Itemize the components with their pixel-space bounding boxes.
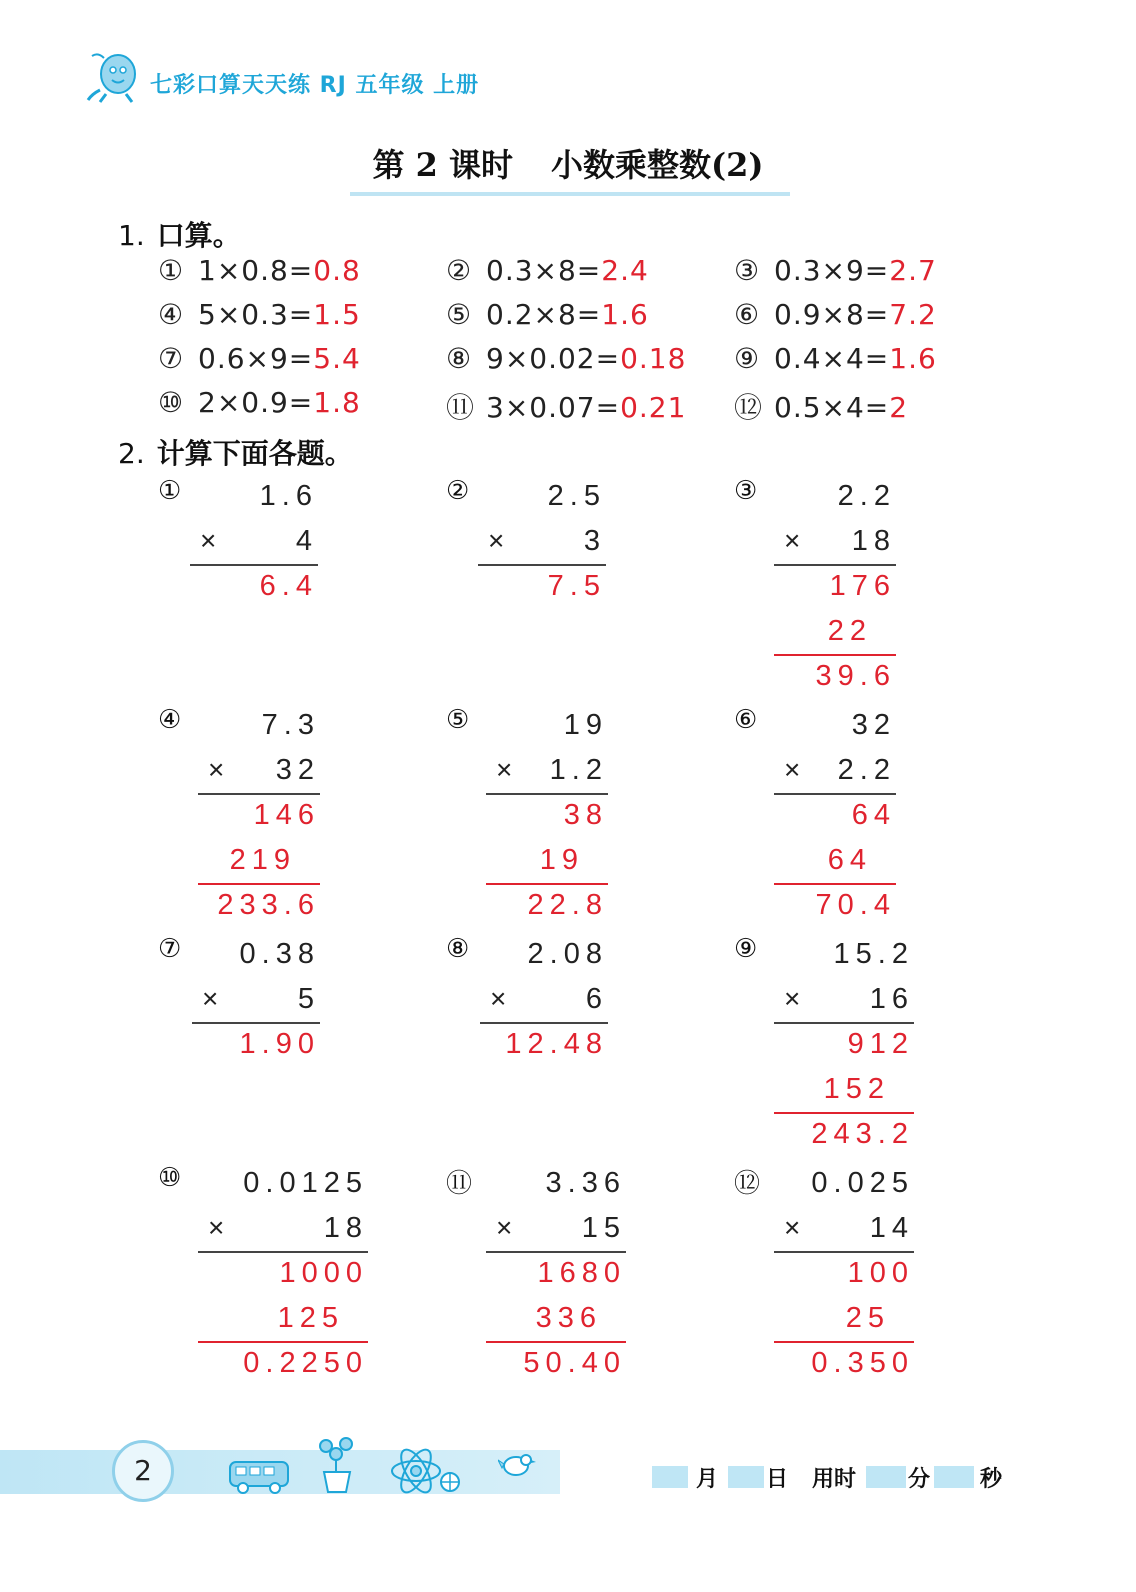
- oral-index: ⑪: [446, 391, 476, 424]
- calc-line: [774, 654, 896, 656]
- oral-item: [158, 298, 361, 331]
- oral-answer: 2: [889, 391, 909, 424]
- multiplier: 18: [323, 1212, 368, 1244]
- multiplier: 2.2: [837, 754, 896, 786]
- times-sign: ×: [490, 983, 507, 1014]
- oral-item: [734, 342, 937, 375]
- oral-index: ④: [158, 298, 185, 331]
- multiplier: 4: [295, 525, 318, 557]
- lesson-topic: 小数乘整数(2): [551, 146, 764, 184]
- oral-answer: 0.21: [620, 391, 687, 424]
- product: 0.2250: [243, 1347, 368, 1379]
- product: 233.6: [217, 889, 320, 921]
- partial-product: 152: [823, 1073, 890, 1105]
- multiplicand: 2.08: [527, 938, 608, 970]
- oral-answer: 7.2: [889, 298, 937, 331]
- atom-icon: [386, 1444, 466, 1502]
- month-box[interactable]: [652, 1466, 688, 1488]
- oral-index: ①: [158, 254, 185, 287]
- section-1-number: 1.: [118, 219, 145, 252]
- calc-line: [774, 1112, 914, 1114]
- oral-index: ⑫: [734, 391, 764, 424]
- calc-index: ⑩: [158, 1163, 182, 1193]
- times-sign: ×: [200, 525, 217, 556]
- oral-item: [734, 386, 908, 426]
- oral-index: ⑦: [158, 342, 185, 375]
- vertical-calc: [774, 1165, 914, 1394]
- oral-index: ③: [734, 254, 761, 287]
- oral-expression: 0.3×9=: [774, 254, 890, 287]
- calc-index: ④: [158, 705, 182, 735]
- oral-expression: 2×0.9=: [198, 386, 314, 419]
- oral-item: [446, 342, 686, 375]
- partial-product: 336: [535, 1302, 602, 1334]
- title-underline: [350, 192, 790, 196]
- calc-line: [198, 1341, 368, 1343]
- product: 1.90: [239, 1028, 320, 1060]
- product: 22.8: [527, 889, 608, 921]
- multiplicand: 1.6: [259, 480, 318, 512]
- calc-index: ⑧: [446, 934, 470, 964]
- mascot-logo-icon: [86, 50, 142, 104]
- oral-expression: 1×0.8=: [198, 254, 314, 287]
- month-label: 月: [696, 1467, 719, 1492]
- oral-item: [158, 386, 361, 419]
- vertical-calc: [478, 478, 606, 617]
- calc-line: [198, 883, 320, 885]
- vertical-calc: [190, 478, 318, 617]
- section-1-heading: [118, 214, 241, 254]
- calc-index: ②: [446, 476, 470, 506]
- minute-label: 分: [908, 1467, 931, 1492]
- second-label: 秒: [980, 1467, 1003, 1492]
- product: 6.4: [259, 570, 318, 602]
- calc-line: [774, 564, 896, 566]
- oral-answer: 1.6: [889, 342, 937, 375]
- calc-index: ⑦: [158, 934, 182, 964]
- multiplicand: 19: [563, 709, 608, 741]
- bus-icon: [228, 1456, 292, 1500]
- multiplier: 15: [581, 1212, 626, 1244]
- oral-index: ⑤: [446, 298, 473, 331]
- time-used-label: 用时: [812, 1467, 857, 1492]
- book-title: 七彩口算天天练 RJ 五年级 上册: [150, 73, 480, 98]
- calc-line: [486, 1251, 626, 1253]
- calc-index: ⑤: [446, 705, 470, 735]
- product: 70.4: [815, 889, 896, 921]
- oral-index: ⑨: [734, 342, 761, 375]
- oral-item: [446, 254, 649, 287]
- vertical-calc: [774, 707, 896, 936]
- section-2-heading: [118, 432, 353, 472]
- calc-line: [198, 793, 320, 795]
- multiplier: 14: [869, 1212, 914, 1244]
- oral-item: [446, 386, 686, 426]
- times-sign: ×: [208, 754, 225, 785]
- vertical-calc: [480, 936, 608, 1075]
- partial-product: 64: [827, 844, 872, 876]
- oral-expression: 3×0.07=: [486, 391, 621, 424]
- times-sign: ×: [784, 754, 801, 785]
- vertical-calc: [486, 1165, 626, 1394]
- calc-line: [480, 1022, 608, 1024]
- calc-index: ①: [158, 476, 182, 506]
- oral-answer: 2.4: [601, 254, 649, 287]
- calc-line: [478, 564, 606, 566]
- vertical-calc: [486, 707, 608, 936]
- calc-line: [198, 1251, 368, 1253]
- calc-line: [486, 1341, 626, 1343]
- times-sign: ×: [784, 1212, 801, 1243]
- calc-line: [774, 793, 896, 795]
- partial-product: 912: [847, 1028, 914, 1060]
- calc-line: [774, 1251, 914, 1253]
- oral-item: [734, 298, 937, 331]
- product: 243.2: [811, 1118, 914, 1150]
- partial-product: 1000: [279, 1257, 368, 1289]
- oral-answer: 0.18: [620, 342, 687, 375]
- calc-line: [486, 793, 608, 795]
- partial-product: 38: [563, 799, 608, 831]
- vertical-calc: [774, 936, 914, 1165]
- multiplicand: 0.0125: [243, 1167, 368, 1199]
- partial-product: 146: [253, 799, 320, 831]
- section-2-number: 2.: [118, 437, 145, 470]
- partial-product: 22: [827, 615, 872, 647]
- oral-item: [158, 254, 361, 287]
- partial-product: 125: [277, 1302, 344, 1334]
- oral-item: [734, 254, 937, 287]
- section-2-label: 计算下面各题。: [156, 437, 353, 470]
- oral-index: ②: [446, 254, 473, 287]
- multiplier: 18: [851, 525, 896, 557]
- oral-expression: 0.3×8=: [486, 254, 602, 287]
- multiplicand: 3.36: [545, 1167, 626, 1199]
- partial-product: 176: [829, 570, 896, 602]
- calc-line: [774, 1341, 914, 1343]
- times-sign: ×: [202, 983, 219, 1014]
- multiplicand: 0.38: [239, 938, 320, 970]
- partial-product: 25: [845, 1302, 890, 1334]
- partial-product: 100: [847, 1257, 914, 1289]
- calc-line: [190, 564, 318, 566]
- page-number: 2: [112, 1440, 174, 1502]
- product: 39.6: [815, 660, 896, 692]
- vertical-calc: [198, 707, 320, 936]
- oral-answer: 0.8: [313, 254, 361, 287]
- oral-expression: 5×0.3=: [198, 298, 314, 331]
- oral-expression: 0.9×8=: [774, 298, 890, 331]
- lesson-number: 第 2 课时: [372, 146, 513, 184]
- oral-expression: 0.4×4=: [774, 342, 890, 375]
- times-sign: ×: [488, 525, 505, 556]
- section-1-label: 口算。: [156, 219, 241, 252]
- times-sign: ×: [496, 754, 513, 785]
- product: 50.40: [523, 1347, 626, 1379]
- oral-answer: 5.4: [313, 342, 361, 375]
- calc-index: ⑫: [734, 1169, 761, 1199]
- vertical-calc: [774, 478, 896, 707]
- oral-index: ⑧: [446, 342, 473, 375]
- multiplier: 6: [585, 983, 608, 1015]
- multiplicand: 2.2: [837, 480, 896, 512]
- oral-answer: 1.8: [313, 386, 361, 419]
- second-box[interactable]: [934, 1466, 974, 1488]
- multiplier: 3: [583, 525, 606, 557]
- calc-index: ⑪: [446, 1169, 473, 1199]
- bird-icon: [498, 1450, 538, 1486]
- oral-answer: 1.5: [313, 298, 361, 331]
- vertical-calc: [192, 936, 320, 1075]
- partial-product: 64: [851, 799, 896, 831]
- calc-line: [486, 883, 608, 885]
- oral-index: ⑩: [158, 386, 185, 419]
- oral-expression: 0.5×4=: [774, 391, 890, 424]
- multiplier: 5: [297, 983, 320, 1015]
- plant-pot-icon: [312, 1436, 362, 1500]
- calc-index: ③: [734, 476, 758, 506]
- vertical-calc: [198, 1165, 368, 1394]
- multiplicand: 32: [851, 709, 896, 741]
- partial-product: 219: [229, 844, 296, 876]
- times-sign: ×: [784, 525, 801, 556]
- multiplicand: 7.3: [261, 709, 320, 741]
- oral-expression: 0.2×8=: [486, 298, 602, 331]
- product: 7.5: [547, 570, 606, 602]
- calc-line: [774, 1022, 914, 1024]
- oral-expression: 9×0.02=: [486, 342, 621, 375]
- day-label: 日: [766, 1467, 789, 1492]
- times-sign: ×: [496, 1212, 513, 1243]
- multiplicand: 2.5: [547, 480, 606, 512]
- product: 0.350: [811, 1347, 914, 1379]
- product: 12.48: [505, 1028, 608, 1060]
- oral-answer: 2.7: [889, 254, 937, 287]
- oral-answer: 1.6: [601, 298, 649, 331]
- calc-line: [774, 883, 896, 885]
- times-sign: ×: [784, 983, 801, 1014]
- multiplier: 1.2: [549, 754, 608, 786]
- lesson-title: [0, 140, 1136, 186]
- day-box[interactable]: [728, 1466, 764, 1488]
- calc-line: [192, 1022, 320, 1024]
- minute-box[interactable]: [866, 1466, 906, 1488]
- oral-item: [446, 298, 649, 331]
- multiplicand: 0.025: [811, 1167, 914, 1199]
- partial-product: 19: [539, 844, 584, 876]
- calc-index: ⑥: [734, 705, 758, 735]
- partial-product: 1680: [537, 1257, 626, 1289]
- oral-expression: 0.6×9=: [198, 342, 314, 375]
- calc-index: ⑨: [734, 934, 758, 964]
- oral-item: [158, 342, 361, 375]
- oral-index: ⑥: [734, 298, 761, 331]
- times-sign: ×: [208, 1212, 225, 1243]
- multiplier: 32: [275, 754, 320, 786]
- multiplicand: 15.2: [833, 938, 914, 970]
- multiplier: 16: [869, 983, 914, 1015]
